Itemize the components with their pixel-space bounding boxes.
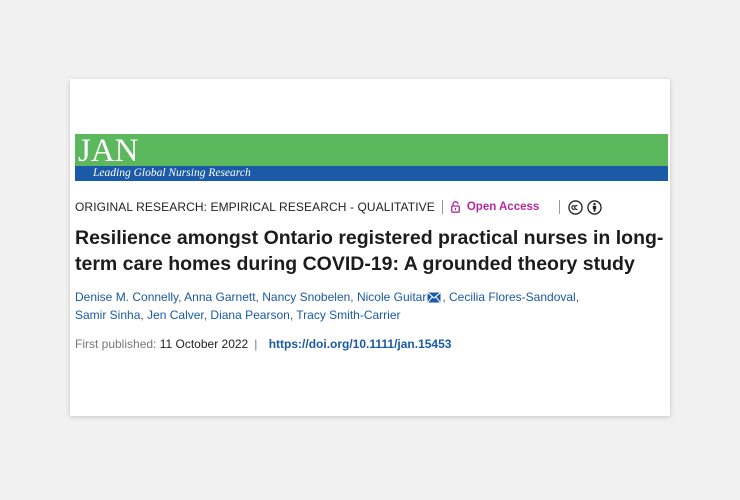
article-type: ORIGINAL RESEARCH: EMPIRICAL RESEARCH - QUALITATIVE [75,200,435,214]
publication-info [75,335,451,353]
author-link[interactable]: Tracy Smith-Carrier [296,308,401,322]
author-link[interactable]: Samir Sinha [75,308,141,322]
author-link[interactable]: Anna Garnett [184,290,256,304]
divider [559,200,560,214]
author-link[interactable]: Cecilia Flores-Sandoval [449,290,576,304]
author-link[interactable]: Nancy Snobelen [262,290,351,304]
first-published-label: First published: [75,337,157,351]
author-link[interactable]: Diana Pearson [210,308,290,322]
corresponding-author-mail-icon[interactable] [427,292,441,303]
cc-icon [568,200,583,215]
pub-separator: | [254,337,258,351]
article-header-card [70,79,670,416]
author-list: Denise M. Connelly, Anna Garnett, Nancy Snobelen, Nicole Guitar , Cecilia Flores-Sandoval, Samir Sinha, Jen Calver, Diana Pearson, Tracy Smith-Carrier [75,290,580,322]
lock-open-icon [451,201,460,213]
article-title: Resilience amongst Ontario registered practical nurses in long-term care homes during COVID-19: A grounded theory study [75,227,664,275]
journal-tagline: Leading Global Nursing Research [93,167,251,179]
journal-banner[interactable] [75,134,668,181]
divider [442,200,443,214]
open-access-label: Open Access [466,201,540,213]
publication-date: 11 October 2022 [159,337,249,351]
author-link[interactable]: Nicole Guitar [356,290,427,304]
author-link[interactable]: Denise M. Connelly [75,290,179,304]
journal-logo: JAN [78,133,139,169]
doi-link[interactable]: https://doi.org/10.1111/jan.15453 [268,337,452,351]
license-icons[interactable] [568,200,602,215]
by-attribution-icon [587,200,602,215]
author-link[interactable]: Jen Calver [147,308,204,322]
open-access-badge[interactable] [451,201,539,213]
banner-green-stripe [75,133,668,169]
article-meta-row [75,198,602,216]
